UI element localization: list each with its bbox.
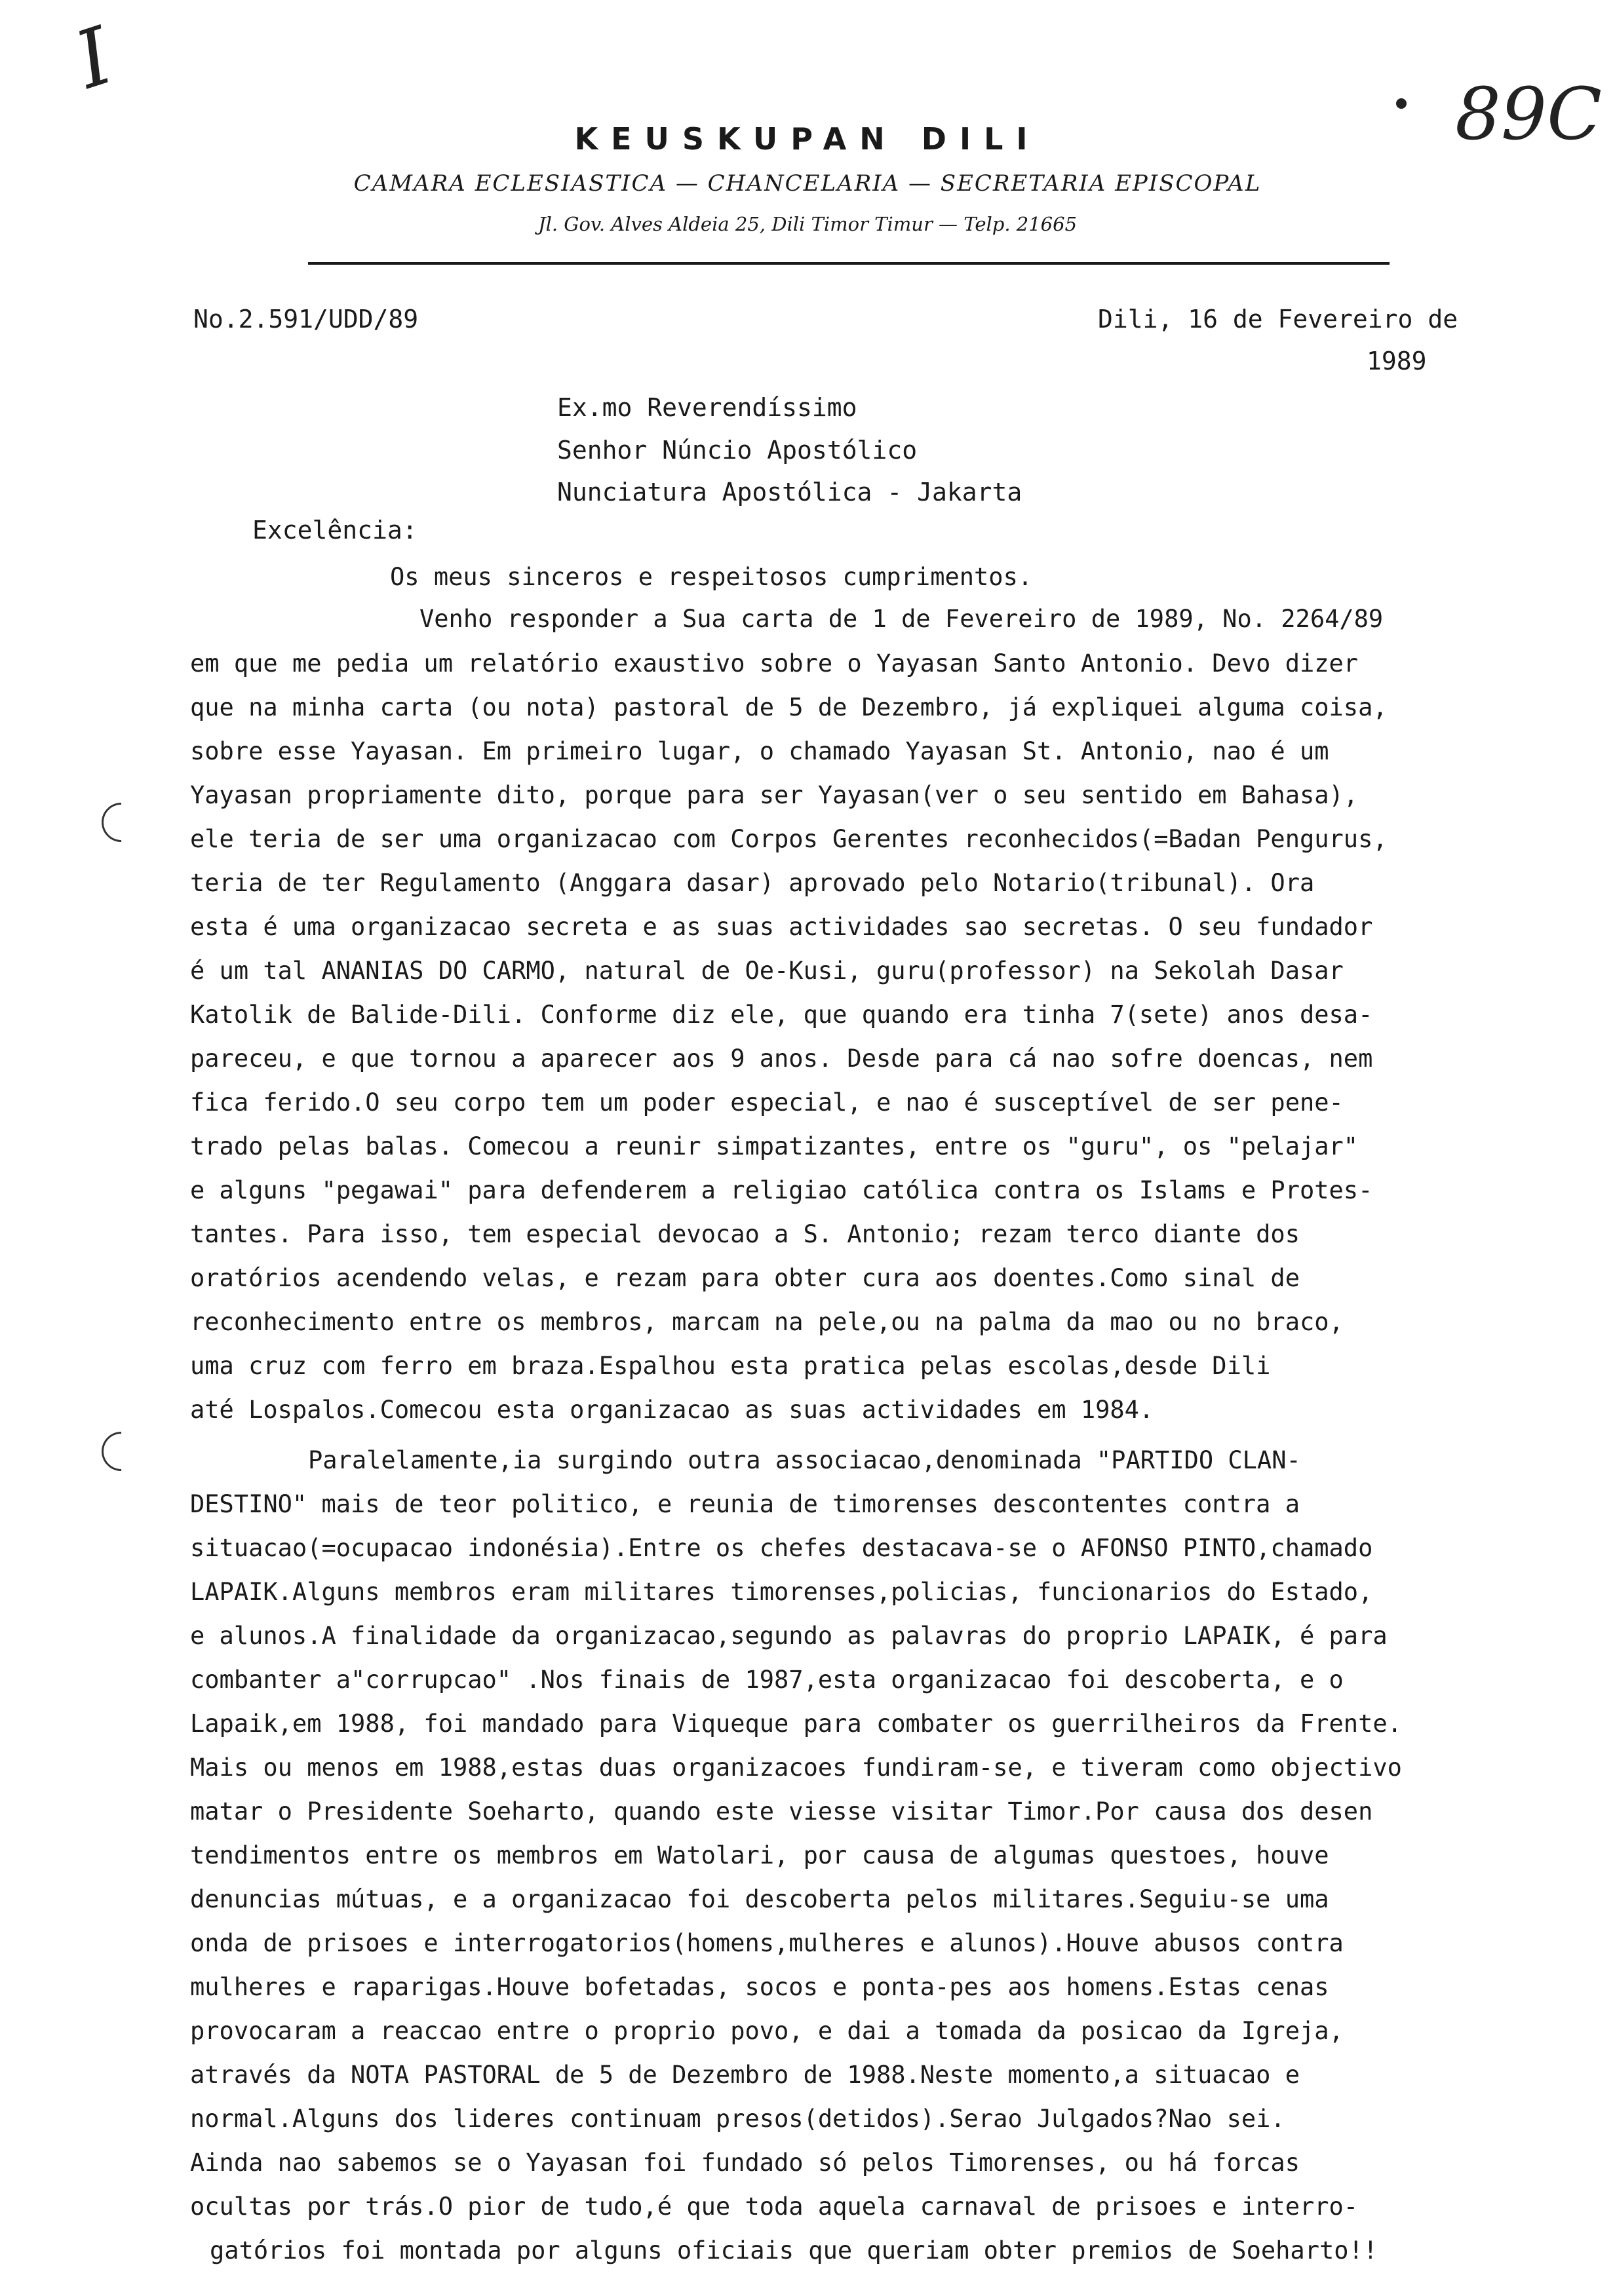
body-line: fica ferido.O seu corpo tem um poder especial, e nao é susceptível de ser pene- (190, 1088, 1344, 1117)
body-line: é um tal ANANIAS DO CARMO, natural de Oe-Kusi, guru(professor) na Sekolah Dasar (190, 957, 1344, 985)
body-line: pareceu, e que tornou a aparecer aos 9 anos. Desde para cá nao sofre doencas, nem (190, 1044, 1373, 1073)
body-line: Katolik de Balide-Dili. Conforme diz ele, que quando era tinha 7(sete) anos desa- (190, 1001, 1373, 1029)
body-line: até Lospalos.Comecou esta organizacao as suas actividades em 1984. (190, 1396, 1154, 1424)
body-line: denuncias mútuas, e a organizacao foi descoberta pelos militares.Seguiu-se uma (190, 1885, 1329, 1913)
body-line: ocultas por trás.O pior de tudo,é que toda aquela carnaval de prisoes e interro- (190, 2192, 1359, 2221)
body-line: provocaram a reaccao entre o proprio povo, e dai a tomada da posicao da Igreja, (190, 2017, 1344, 2045)
handwritten-mark: I (65, 10, 123, 107)
body-line: Os meus sinceros e respeitosos cumprimentos. (390, 563, 1033, 591)
body-line: que na minha carta (ou nota) pastoral de 5 de Dezembro, já expliquei alguma coisa, (190, 693, 1388, 721)
recipient-line: Senhor Núncio Apostólico (557, 436, 918, 465)
body-line: ele teria de ser uma organizacao com Corpos Gerentes reconhecidos(=Badan Pengurus, (190, 825, 1388, 853)
salutation: Excelência: (252, 516, 418, 545)
body-line: esta é uma organizacao secreta e as suas actividades sao secretas. O seu fundador (190, 913, 1373, 941)
body-line: sobre esse Yayasan. Em primeiro lugar, o chamado Yayasan St. Antonio, nao é um (190, 737, 1329, 765)
punch-hole (94, 1424, 149, 1480)
body-line: em que me pedia um relatório exaustivo sobre o Yayasan Santo Antonio. Devo dizer (190, 649, 1359, 678)
body-line: através da NOTA PASTORAL de 5 de Dezembro de 1988.Neste momento,a situacao e (190, 2061, 1300, 2089)
letterhead-rule (308, 262, 1390, 265)
date-year: 1989 (1367, 347, 1427, 375)
body-line: matar o Presidente Soeharto, quando este viesse visitar Timor.Por causa dos desen (190, 1797, 1373, 1826)
body-line: combanter a"corrupcao" .Nos finais de 1987,esta organizacao foi descoberta, e o (190, 1666, 1344, 1694)
body-line: Lapaik,em 1988, foi mandado para Viqueque para combater os guerrilheiros da Frente. (190, 1710, 1402, 1738)
recipient-line: Ex.mo Reverendíssimo (557, 393, 857, 422)
body-line: normal.Alguns dos lideres continuam presos(detidos).Serao Julgados?Nao sei. (190, 2105, 1285, 2133)
body-line: uma cruz com ferro em braza.Espalhou esta pratica pelas escolas,desde Dili (190, 1352, 1271, 1380)
body-line: LAPAIK.Alguns membros eram militares timorenses,policias, funcionarios do Estado, (190, 1578, 1373, 1606)
punch-hole (94, 795, 149, 851)
body-line: e alguns "pegawai" para defenderem a religiao católica contra os Islams e Protes- (190, 1176, 1373, 1204)
handwritten-number: 89C (1455, 72, 1603, 156)
body-line: onda de prisoes e interrogatorios(homens,mulheres e alunos).Houve abusos contra (190, 1929, 1344, 1957)
handwritten-dot (1396, 98, 1407, 109)
body-line: teria de ter Regulamento (Anggara dasar) aprovado pelo Notario(tribunal). Ora (190, 869, 1315, 897)
place-date: Dili, 16 de Fevereiro de (1098, 305, 1458, 334)
body-line: Yayasan propriamente dito, porque para ser Yayasan(ver o seu sentido em Bahasa), (190, 781, 1359, 809)
body-line: situacao(=ocupacao indonésia).Entre os chefes destacava-se o AFONSO PINTO,chamado (190, 1534, 1373, 1562)
letterhead-title: KEUSKUPAN DILI (574, 121, 1041, 157)
body-line: Mais ou menos em 1988,estas duas organizacoes fundiram-se, e tiveram como objectivo (190, 1753, 1402, 1782)
body-line: mulheres e raparigas.Houve bofetadas, socos e ponta-pes aos homens.Estas cenas (190, 1973, 1329, 2001)
body-line: oratórios acendendo velas, e rezam para obter cura aos doentes.Como sinal de (190, 1264, 1300, 1292)
body-line: tendimentos entre os membros em Watolari, por causa de algumas questoes, houve (190, 1841, 1329, 1869)
body-line: Paralelamente,ia surgindo outra associacao,denominada "PARTIDO CLAN- (308, 1446, 1301, 1474)
reference-number: No.2.591/UDD/89 (193, 305, 419, 334)
body-line: tantes. Para isso, tem especial devocao a S. Antonio; rezam terco diante dos (190, 1220, 1300, 1248)
body-line: trado pelas balas. Comecou a reunir simpatizantes, entre os "guru", os "pelajar" (190, 1132, 1359, 1160)
body-line: e alunos.A finalidade da organizacao,segundo as palavras do proprio LAPAIK, é para (190, 1622, 1388, 1650)
body-line: DESTINO" mais de teor politico, e reunia de timorenses descontentes contra a (190, 1490, 1300, 1518)
letterhead-address: Jl. Gov. Alves Aldeia 25, Dili Timor Timur — Telp. 21665 (537, 213, 1078, 235)
body-line: Ainda nao sabemos se o Yayasan foi fundado só pelos Timorenses, ou há forcas (190, 2149, 1300, 2177)
body-line: gatórios foi montada por alguns oficiais que queriam obter premios de Soeharto!! (210, 2236, 1378, 2265)
letterhead-subtitle: CAMARA ECLESIASTICA — CHANCELARIA — SECRETARIA EPISCOPAL (353, 170, 1262, 197)
body-line: Venho responder a Sua carta de 1 de Fevereiro de 1989, No. 2264/89 (419, 605, 1384, 633)
body-line: reconhecimento entre os membros, marcam na pele,ou na palma da mao ou no braco, (190, 1308, 1344, 1336)
recipient-line: Nunciatura Apostólica - Jakarta (557, 478, 1022, 507)
